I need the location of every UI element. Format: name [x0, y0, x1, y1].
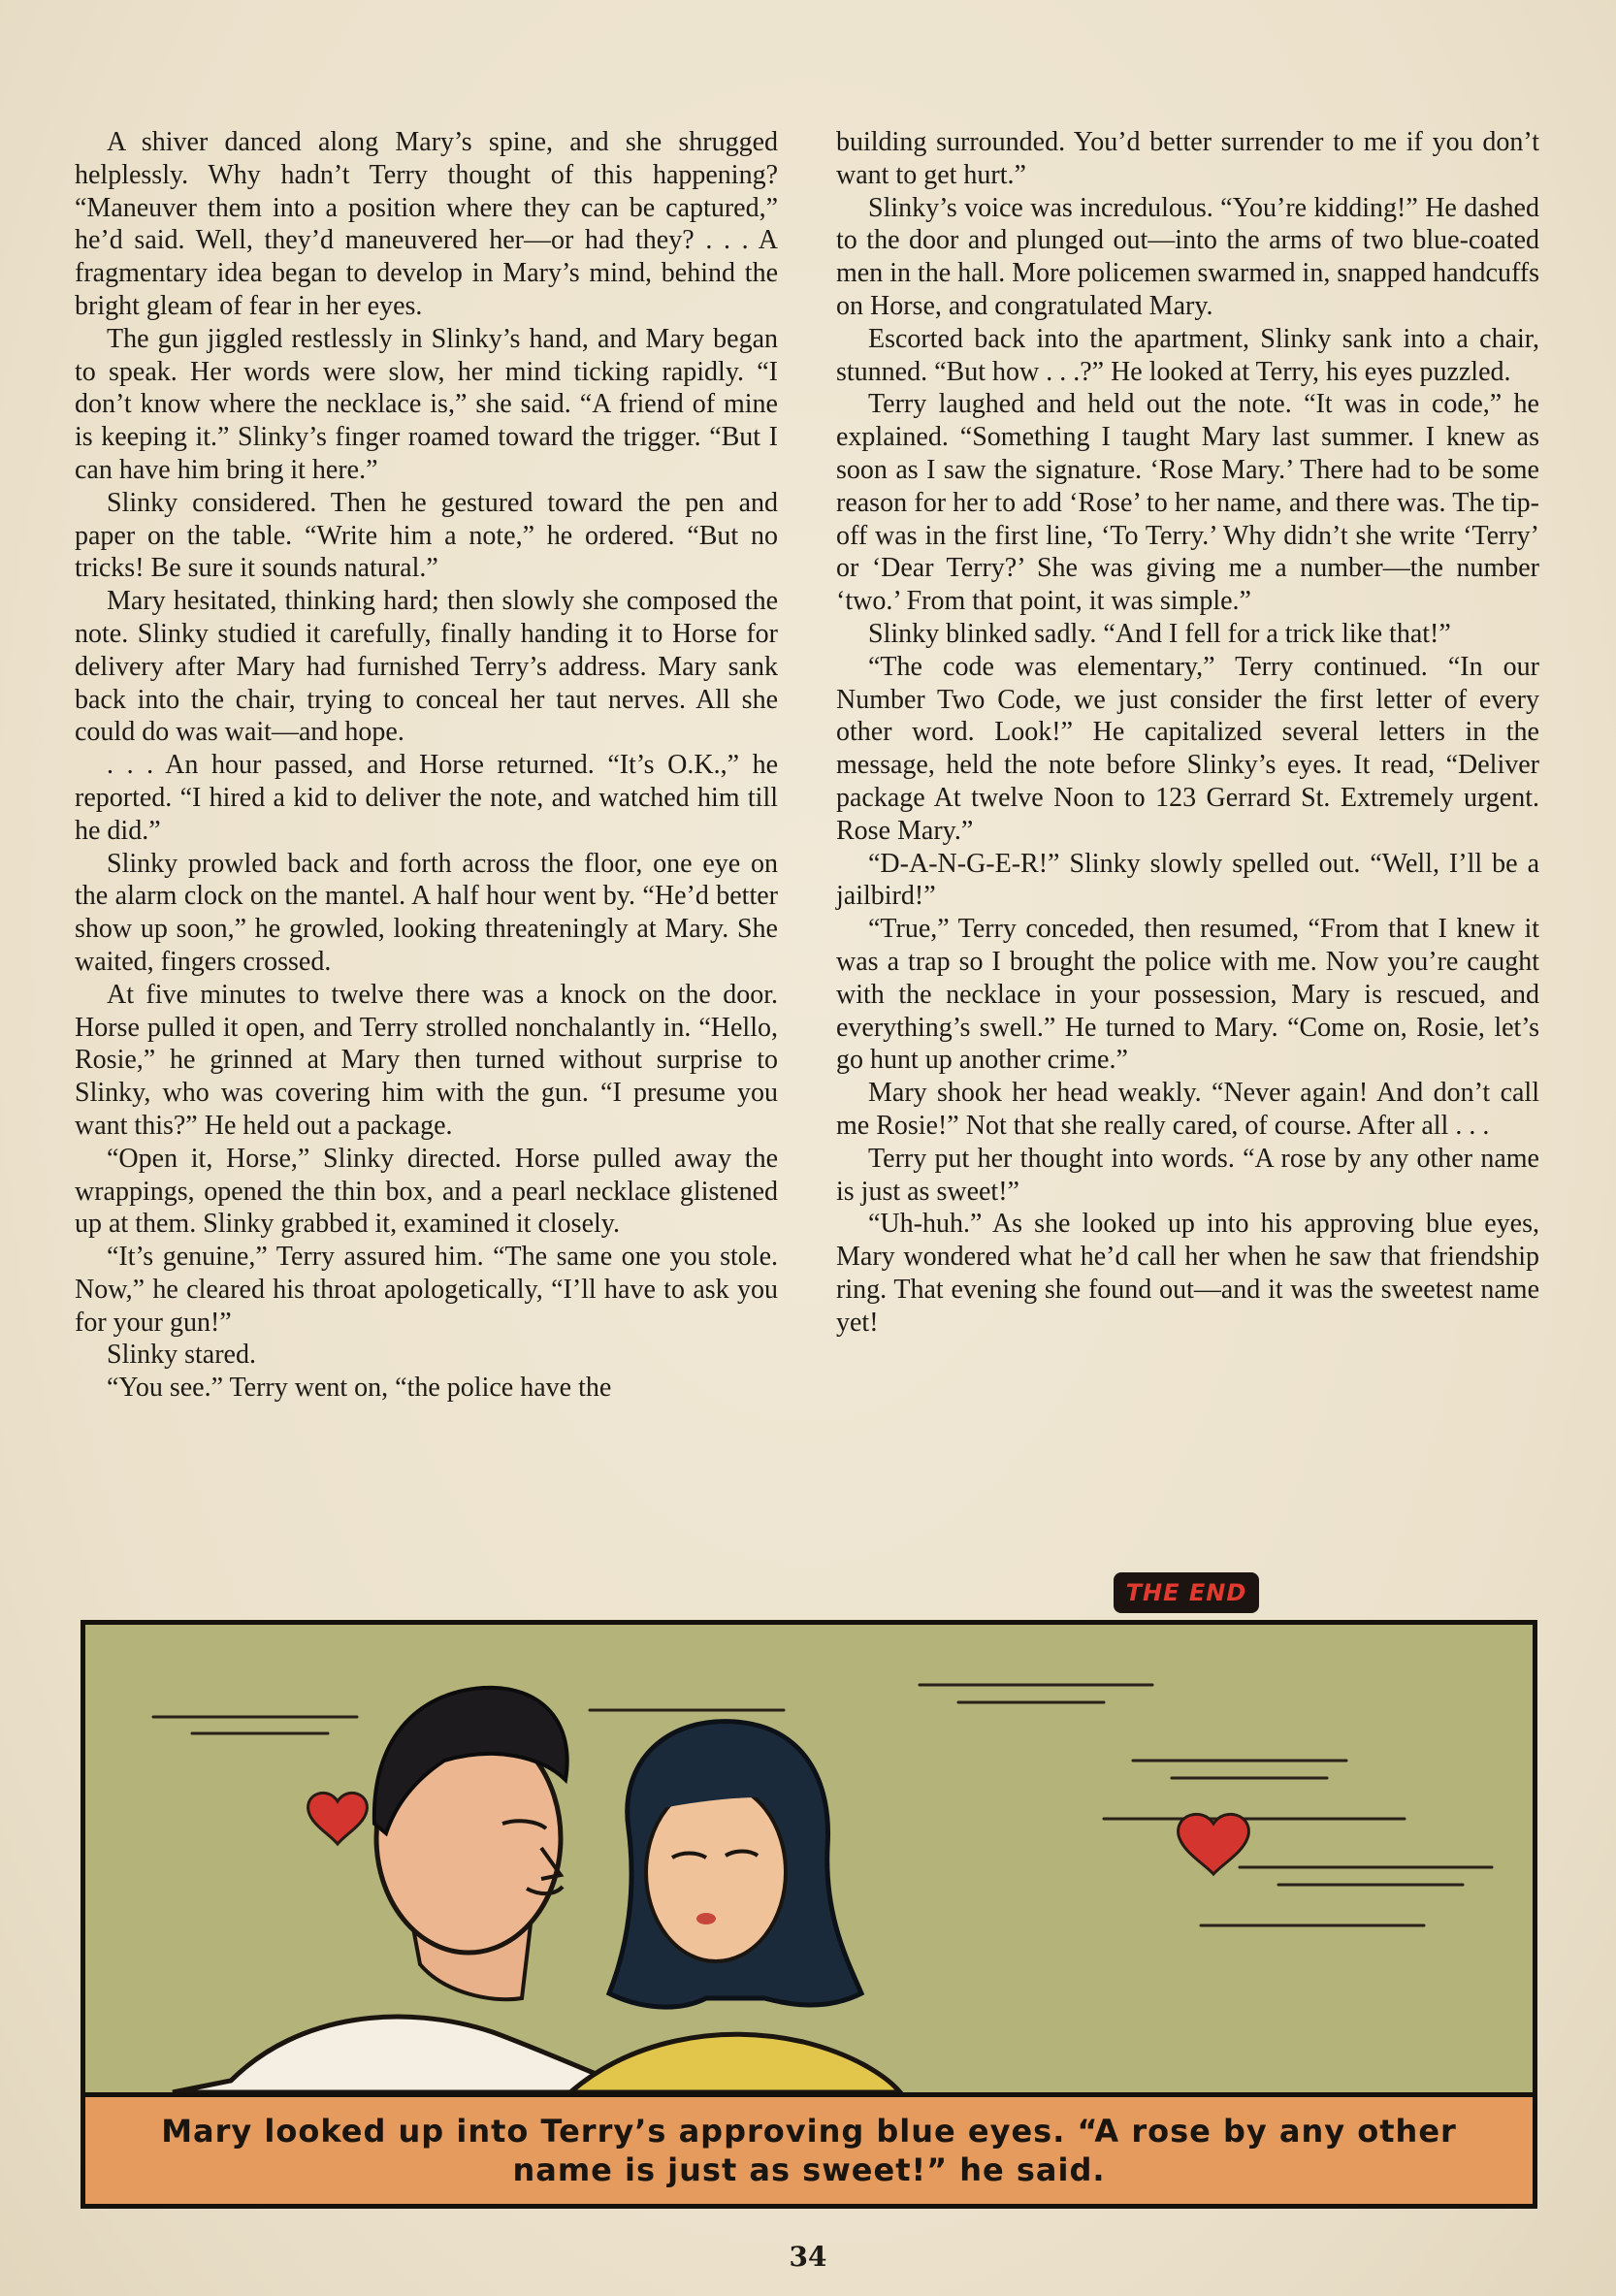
comic-panel — [81, 1620, 1537, 2209]
paragraph: The gun jiggled restlessly in Slinky’s hand, and Mary began to speak. Her words were slow, her mind ticking rapidly. “I don’t know where the necklace is,” she said. “A friend of mine is keeping it.” Slinky’s finger roamed toward the trigger. “But I can have him bring it here.” — [75, 323, 778, 485]
panel-caption-box — [85, 2092, 1533, 2204]
paragraph: “It’s genuine,” Terry assured him. “The same one you stole. Now,” he cleared his throat apologetically, “I’ll have to ask you for your gun!” — [75, 1242, 778, 1338]
terry-figure — [173, 1688, 648, 2092]
paragraph: Mary shook her head weakly. “Never again! And don’t call me Rosie!” Not that she really cared, of course. After all . . . — [836, 1078, 1539, 1141]
text-column-right — [836, 126, 1539, 1339]
paragraph: Slinky prowled back and forth across the floor, one eye on the alarm clock on the mantel. A half hour went by. “He’d better show up soon,” he growled, looking threateningly at Mary. She waited, fingers crossed. — [75, 848, 778, 977]
panel-caption: Mary looked up into Terry’s approving blue eyes. “A rose by any other name is just as sweet!” he said. — [161, 2113, 1457, 2188]
heart-icon — [1179, 1814, 1249, 1874]
paragraph: A shiver danced along Mary’s spine, and she shrugged helplessly. Why hadn’t Terry thought of this happening? “Maneuver them into a position where they can be captured,” he’d said. Well, they’d maneuvered her—or had they? . . . A fragmentary idea began to develop in Mary’s mind, behind the bright gleam of fear in her eyes. — [75, 127, 778, 321]
text-column-left — [75, 126, 778, 1405]
paragraph: “D-A-N-G-E-R!” Slinky slowly spelled out. “Well, I’ll be a jailbird!” — [836, 848, 1539, 912]
paragraph: Slinky’s voice was incredulous. “You’re kidding!” He dashed to the door and plunged out—into the arms of two blue-coated men in the hall. More policemen swarmed in, snapped handcuffs on Horse, and congratulated Mary. — [836, 192, 1539, 321]
paragraph: At five minutes to twelve there was a knock on the door. Horse pulled it open, and Terry strolled nonchalantly in. “Hello, Rosie,” he grinned at Mary then turned without surprise to Slinky, who was covering him with the gun. “I presume you want this?” He held out a package. — [75, 979, 778, 1141]
paragraph: Terry put her thought into words. “A rose by any other name is just as sweet!” — [836, 1143, 1539, 1207]
paragraph: Slinky stared. — [107, 1340, 256, 1371]
page-number: 34 — [789, 2241, 827, 2273]
the-end-badge — [1114, 1572, 1259, 1613]
paragraph-continuation: building surrounded. You’d better surrender to me if you don’t want to get hurt.” — [836, 127, 1539, 190]
paragraph: Terry laughed and held out the note. “It was in code,” he explained. “Something I taught Mary last summer. I knew as soon as I saw the signature. ‘Rose Mary.’ There had to be some reason for her to add ‘Rose’ to her name, and there was. The tip-off was in the first line, ‘To Terry.’ Why didn’t she write ‘Terry’ or ‘Dear Terry?’ She was giving me a number—the number ‘two.’ From that point, it was simple.” — [836, 389, 1539, 617]
paragraph: . . . An hour passed, and Horse returned. “It’s O.K.,” he reported. “I hired a kid to deliver the note, and watched him till he did.” — [75, 750, 778, 846]
paragraph: Escorted back into the apartment, Slinky sank into a chair, stunned. “But how . . .?” He looked at Terry, his eyes puzzled. — [836, 323, 1539, 387]
mary-figure — [570, 1722, 900, 2092]
the-end-label: THE END — [1125, 1579, 1247, 1606]
paragraph: Mary hesitated, thinking hard; then slowly she composed the note. Slinky studied it carefully, finally handing it to Horse for delivery after Mary had furnished Terry’s address. Mary sank back into the chair, trying to conceal her taut nerves. All she could do was wait—and hope. — [75, 586, 778, 748]
paragraph: “True,” Terry conceded, then resumed, “From that I knew it was a trap so I brought the police with me. Now you’re caught with the necklace in your possession, Mary is rescued, and everything’s swell.” He turned to Mary. “Come on, Rosie, let’s go hunt up another crime.” — [836, 914, 1539, 1076]
paragraph: Slinky blinked sadly. “And I fell for a trick like that!” — [868, 618, 1451, 649]
paragraph: “Uh-huh.” As she looked up into his approving blue eyes, Mary wondered what he’d call her when he saw that friendship ring. That evening she found out—and it was the sweetest name yet! — [836, 1209, 1539, 1338]
paragraph: “You see.” Terry went on, “the police have the — [107, 1373, 612, 1404]
paragraph: Slinky considered. Then he gestured toward the pen and paper on the table. “Write him a note,” he ordered. “But no tricks! Be sure it sounds natural.” — [75, 487, 778, 584]
paragraph: “The code was elementary,” Terry continued. “In our Number Two Code, we just consider the first letter of every other word. Look!” He capitalized several letters in the message, held the note before Slinky’s eyes. It read, “Deliver package At twelve Noon to 123 Gerrard St. Extremely urgent. Rose Mary.” — [836, 651, 1539, 846]
paragraph: “Open it, Horse,” Slinky directed. Horse pulled away the wrappings, opened the thin box, and a pearl necklace glistened up at them. Slinky grabbed it, examined it closely. — [75, 1143, 778, 1240]
heart-icon — [308, 1793, 368, 1844]
